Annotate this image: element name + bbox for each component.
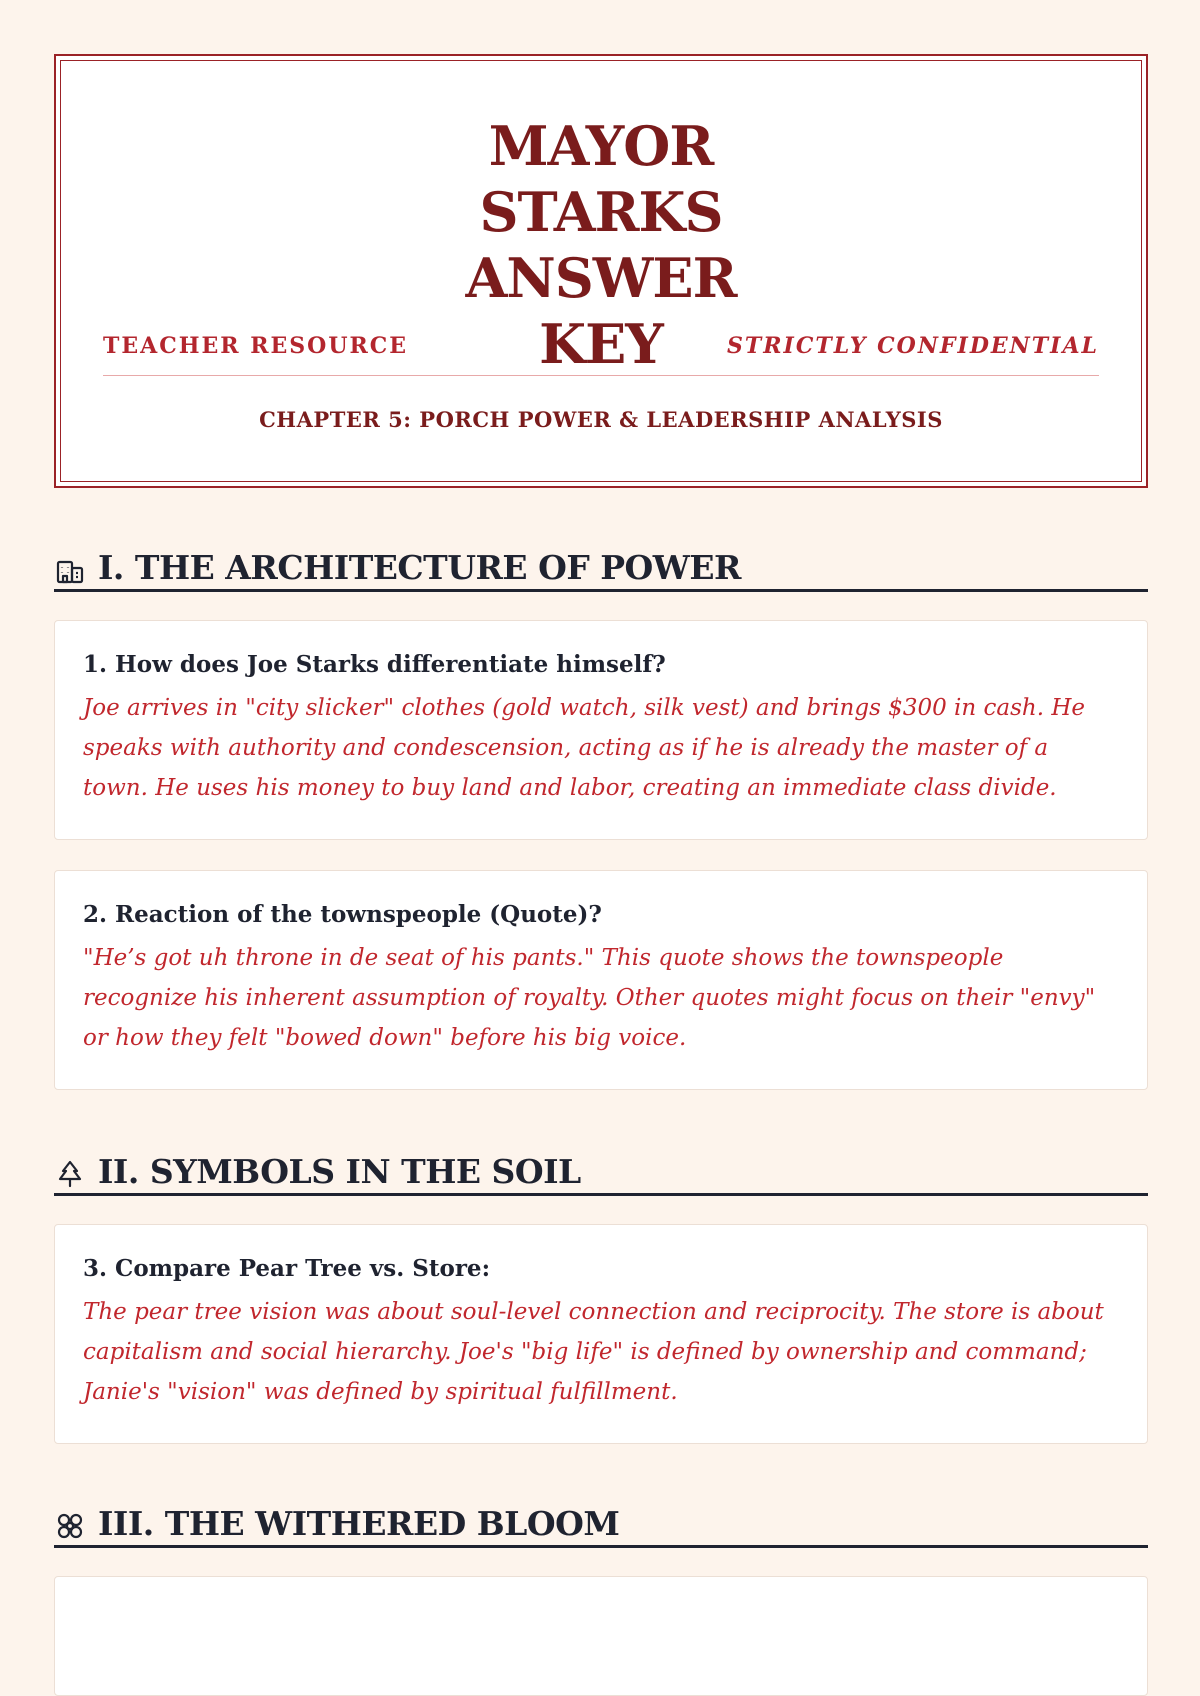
question-card <box>54 620 1148 840</box>
confidential-label: STRICTLY CONFIDENTIAL <box>727 333 1099 359</box>
answer-key-page <box>54 54 1148 1543</box>
answer-text: "He’s got uh throne in de seat of his pants." This quote shows the townspeople recognize his inherent assumption of royalty. Other quotes might focus on their "envy" or how they felt "bowed down" before his big voice. <box>83 945 1096 1051</box>
section-heading-symbols <box>54 1150 1148 1196</box>
question-card <box>54 1224 1148 1444</box>
building-icon <box>54 554 86 586</box>
tree-icon <box>54 1158 86 1190</box>
chapter-subtitle: CHAPTER 5: PORCH POWER & LEADERSHIP ANALYSIS <box>259 407 943 432</box>
header-frame <box>60 60 1142 482</box>
section-title: I. THE ARCHITECTURE OF POWER <box>98 548 741 587</box>
question-card <box>54 870 1148 1090</box>
section-title: II. SYMBOLS IN THE SOIL <box>98 1152 581 1191</box>
answer-text: Joe arrives in "city slicker" clothes (gold watch, silk vest) and brings $300 in cash. He speaks with authority and condescension, acting as if he is already the master of a town. He uses his money to buy land and labor, creating an immediate class divide. <box>83 695 1086 801</box>
teacher-resource-label: TEACHER RESOURCE <box>103 333 409 359</box>
title-line: ANSWER <box>465 246 737 310</box>
question-text: 1. How does Joe Starks differentiate himself? <box>83 651 666 678</box>
title-line: MAYOR <box>488 114 714 178</box>
title-line: KEY <box>539 312 663 376</box>
title-line: STARKS <box>479 180 723 244</box>
section-heading-withered-bloom <box>54 1502 1148 1548</box>
question-card <box>54 1576 1148 1696</box>
header-card <box>54 54 1148 488</box>
section-title: III. THE WITHERED BLOOM <box>98 1504 620 1543</box>
question-text: 2. Reaction of the townspeople (Quote)? <box>83 901 602 928</box>
question-text: 3. Compare Pear Tree vs. Store: <box>83 1255 491 1282</box>
section-heading-architecture <box>54 546 1148 592</box>
flower-icon <box>54 1510 86 1542</box>
answer-text: The pear tree vision was about soul-level connection and reciprocity. The store is about capitalism and social hierarchy. Joe's "big life" is defined by ownership and command; Janie's "vision" was defined by spiritual fulfillment. <box>83 1299 1104 1405</box>
header-divider <box>103 375 1099 376</box>
